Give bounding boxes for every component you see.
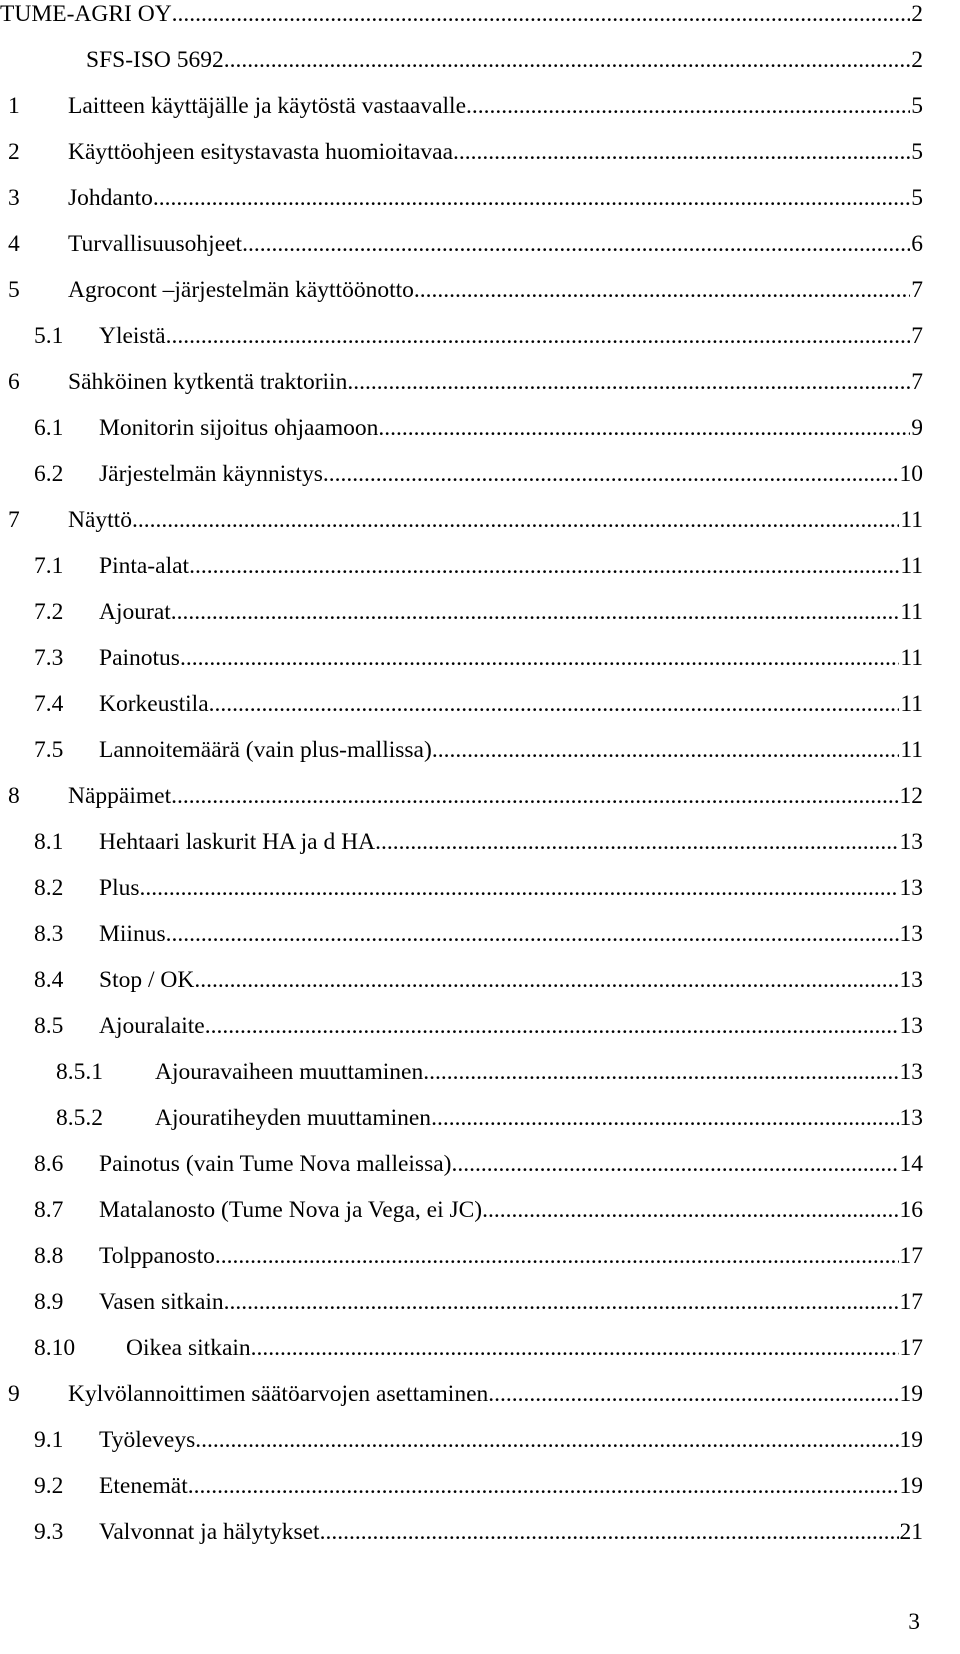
toc-entry-title: SFS-ISO 5692	[86, 40, 224, 80]
toc-entry-page: 19	[899, 1427, 923, 1453]
toc-entry-page: 2	[911, 47, 923, 73]
dot-leader	[488, 1374, 898, 1414]
dot-leader	[171, 592, 900, 632]
toc-entry-number: 3	[8, 185, 20, 211]
toc-entry-number: 9.1	[34, 1427, 64, 1453]
dot-leader	[180, 638, 899, 678]
toc-entry-title: Yleistä	[99, 316, 166, 356]
toc-entry[interactable]	[0, 316, 960, 356]
dot-leader	[466, 86, 910, 126]
toc-entry-title: Pinta-alat	[99, 546, 189, 586]
toc-entry-title: Sähköinen kytkentä traktoriin	[68, 362, 347, 402]
toc-entry[interactable]	[0, 1512, 960, 1552]
toc-entry-title: Stop / OK	[99, 960, 194, 1000]
toc-entry-number: 7.5	[34, 737, 64, 763]
toc-entry-page: 13	[899, 1013, 923, 1039]
toc-entry-title: Oikea sitkain	[126, 1328, 251, 1368]
dot-leader	[414, 270, 910, 310]
toc-entry[interactable]	[0, 86, 960, 126]
dot-leader	[209, 684, 900, 724]
toc-entry-number: 2	[8, 139, 20, 165]
toc-entry-page: 2	[911, 1, 923, 27]
toc-entry-number: 4	[8, 231, 20, 257]
dot-leader	[378, 408, 910, 448]
toc-entry-number: 9.3	[34, 1519, 64, 1545]
toc-entry-page: 19	[899, 1381, 923, 1407]
toc-entry-number: 5.1	[34, 323, 64, 349]
dot-leader	[431, 1098, 898, 1138]
toc-entry[interactable]	[0, 178, 960, 218]
toc-entry-page: 11	[900, 553, 923, 579]
dot-leader	[451, 1144, 898, 1184]
dot-leader	[153, 178, 910, 218]
toc-entry-title: Painotus (vain Tume Nova malleissa)	[99, 1144, 451, 1184]
toc-entry-number: 8.10	[34, 1335, 76, 1361]
dot-leader	[205, 1006, 899, 1046]
toc-entry-page: 13	[899, 921, 923, 947]
dot-leader	[251, 1328, 899, 1368]
toc-entry-page: 16	[899, 1197, 923, 1223]
toc-entry-page: 5	[911, 139, 923, 165]
toc-entry[interactable]	[0, 776, 960, 816]
toc-entry[interactable]	[0, 224, 960, 264]
toc-entry[interactable]	[0, 1236, 960, 1276]
toc-entry-number: 6.1	[34, 415, 64, 441]
toc-entry-number: 7.1	[34, 553, 64, 579]
toc-entry-page: 9	[911, 415, 923, 441]
toc-entry-title: Ajouratiheyden muuttaminen	[155, 1098, 431, 1138]
toc-entry[interactable]	[0, 822, 960, 862]
dot-leader	[171, 776, 898, 816]
toc-entry[interactable]	[0, 132, 960, 172]
toc-entry[interactable]	[0, 1420, 960, 1460]
toc-entry-page: 13	[899, 1105, 923, 1131]
toc-entry[interactable]	[0, 408, 960, 448]
toc-entry-page: 17	[899, 1289, 923, 1315]
dot-leader	[224, 40, 910, 80]
toc-entry-title: Kylvölannoittimen säätöarvojen asettaminen	[68, 1374, 488, 1414]
toc-entry-title: Ajourat	[99, 592, 171, 632]
toc-entry-number: 8.9	[34, 1289, 64, 1315]
toc-entry[interactable]	[0, 1282, 960, 1322]
dot-leader	[375, 822, 898, 862]
toc-entry-title: TUME-AGRI OY	[0, 0, 172, 34]
toc-entry-number: 8.6	[34, 1151, 64, 1177]
toc-entry-title: Agrocont –järjestelmän käyttöönotto	[68, 270, 414, 310]
toc-entry-page: 11	[900, 737, 923, 763]
toc-entry-number: 8.5	[34, 1013, 64, 1039]
toc-entry-title: Ajouralaite	[99, 1006, 205, 1046]
toc-entry-number: 1	[8, 93, 20, 119]
toc-entry-number: 8.1	[34, 829, 64, 855]
toc-entry[interactable]	[0, 1052, 960, 1092]
page-number: 3	[908, 1609, 920, 1635]
toc-entry[interactable]	[0, 1098, 960, 1138]
toc-entry-title: Hehtaari laskurit HA ja d HA	[99, 822, 375, 862]
toc-entry-number: 6	[8, 369, 20, 395]
toc-entry-title: Tolppanosto	[99, 1236, 215, 1276]
toc-entry[interactable]	[0, 730, 960, 770]
toc-entry-page: 17	[899, 1335, 923, 1361]
dot-leader	[242, 224, 910, 264]
dot-leader	[172, 0, 911, 34]
dot-leader	[423, 1052, 898, 1092]
toc-entry-title: Ajouravaiheen muuttaminen	[155, 1052, 423, 1092]
toc-entry-page: 21	[899, 1519, 923, 1545]
toc-entry-page: 11	[900, 691, 923, 717]
toc-entry[interactable]	[0, 868, 960, 908]
toc-entry-page: 13	[899, 875, 923, 901]
toc-entry[interactable]	[0, 0, 960, 34]
toc-entry[interactable]	[0, 40, 960, 80]
toc-entry-page: 13	[899, 1059, 923, 1085]
dot-leader	[166, 316, 911, 356]
toc-entry-title: Johdanto	[68, 178, 153, 218]
toc-entry[interactable]	[0, 500, 960, 540]
dot-leader	[166, 914, 899, 954]
toc-entry-title: Korkeustila	[99, 684, 209, 724]
toc-entry-number: 8.5.2	[56, 1105, 103, 1131]
dot-leader	[323, 454, 899, 494]
toc-entry-title: Käyttöohjeen esitystavasta huomioitavaa	[68, 132, 453, 172]
toc-entry-title: Vasen sitkain	[99, 1282, 224, 1322]
dot-leader	[188, 1466, 899, 1506]
toc-entry-title: Työleveys	[99, 1420, 195, 1460]
toc-entry-title: Lannoitemäärä (vain plus-mallissa)	[99, 730, 432, 770]
toc-entry-title: Näppäimet	[68, 776, 171, 816]
toc-entry-page: 14	[899, 1151, 923, 1177]
toc-entry-page: 19	[899, 1473, 923, 1499]
toc-entry-title: Plus	[99, 868, 140, 908]
toc-entry-page: 5	[911, 185, 923, 211]
toc-entry[interactable]	[0, 638, 960, 678]
dot-leader	[347, 362, 910, 402]
dot-leader	[320, 1512, 899, 1552]
toc-entry[interactable]	[0, 960, 960, 1000]
dot-leader	[194, 960, 898, 1000]
toc-entry[interactable]	[0, 270, 960, 310]
toc-entry-number: 6.2	[34, 461, 64, 487]
toc-entry-page: 6	[911, 231, 923, 257]
toc-entry-number: 7.3	[34, 645, 64, 671]
toc-entry-page: 13	[899, 967, 923, 993]
dot-leader	[195, 1420, 898, 1460]
toc-entry-number: 7	[8, 507, 20, 533]
toc-entry-number: 8.8	[34, 1243, 64, 1269]
toc-entry-number: 9.2	[34, 1473, 64, 1499]
toc-entry-page: 5	[911, 93, 923, 119]
toc-entry-title: Järjestelmän käynnistys	[99, 454, 323, 494]
toc-entry-page: 10	[899, 461, 923, 487]
toc-entry-title: Valvonnat ja hälytykset	[99, 1512, 320, 1552]
toc-entry[interactable]	[0, 684, 960, 724]
toc-entry[interactable]	[0, 1190, 960, 1230]
dot-leader	[132, 500, 899, 540]
toc-entry-page: 17	[899, 1243, 923, 1269]
toc-entry-title: Laitteen käyttäjälle ja käytöstä vastaavalle	[68, 86, 466, 126]
toc-entry[interactable]	[0, 592, 960, 632]
toc-entry[interactable]	[0, 546, 960, 586]
toc-entry[interactable]	[0, 914, 960, 954]
toc-entry[interactable]	[0, 1374, 960, 1414]
toc-entry-page: 7	[911, 277, 923, 303]
toc-entry-number: 8.4	[34, 967, 64, 993]
toc-entry-page: 11	[900, 645, 923, 671]
toc-entry-number: 8.5.1	[56, 1059, 103, 1085]
dot-leader	[189, 546, 899, 586]
toc-entry-number: 8.2	[34, 875, 64, 901]
toc-entry-title: Monitorin sijoitus ohjaamoon	[99, 408, 378, 448]
toc-entry[interactable]	[0, 1006, 960, 1046]
toc-entry-number: 8	[8, 783, 20, 809]
toc-entry[interactable]	[0, 1328, 960, 1368]
dot-leader	[453, 132, 910, 172]
toc-entry-page: 11	[900, 507, 923, 533]
toc-entry[interactable]	[0, 1466, 960, 1506]
toc-entry-number: 8.7	[34, 1197, 64, 1223]
toc-entry-title: Turvallisuusohjeet	[68, 224, 242, 264]
toc-entry[interactable]	[0, 362, 960, 402]
toc-entry-page: 7	[911, 323, 923, 349]
dot-leader	[432, 730, 900, 770]
dot-leader	[215, 1236, 899, 1276]
toc-entry-number: 7.4	[34, 691, 64, 717]
dot-leader	[140, 868, 899, 908]
toc-entry-title: Matalanosto (Tume Nova ja Vega, ei JC)	[99, 1190, 482, 1230]
toc-entry-number: 9	[8, 1381, 20, 1407]
toc-entry-page: 7	[911, 369, 923, 395]
toc-entry-page: 13	[899, 829, 923, 855]
toc-entry-number: 7.2	[34, 599, 64, 625]
toc-entry[interactable]	[0, 1144, 960, 1184]
toc-entry-title: Miinus	[99, 914, 166, 954]
toc-entry-title: Etenemät	[99, 1466, 188, 1506]
dot-leader	[482, 1190, 898, 1230]
toc-entry-title: Painotus	[99, 638, 180, 678]
toc-entry-number: 5	[8, 277, 20, 303]
toc-entry-number: 8.3	[34, 921, 64, 947]
toc-entry[interactable]	[0, 454, 960, 494]
dot-leader	[224, 1282, 899, 1322]
toc-entry-page: 12	[899, 783, 923, 809]
toc-entry-page: 11	[900, 599, 923, 625]
toc-entry-title: Näyttö	[68, 500, 132, 540]
